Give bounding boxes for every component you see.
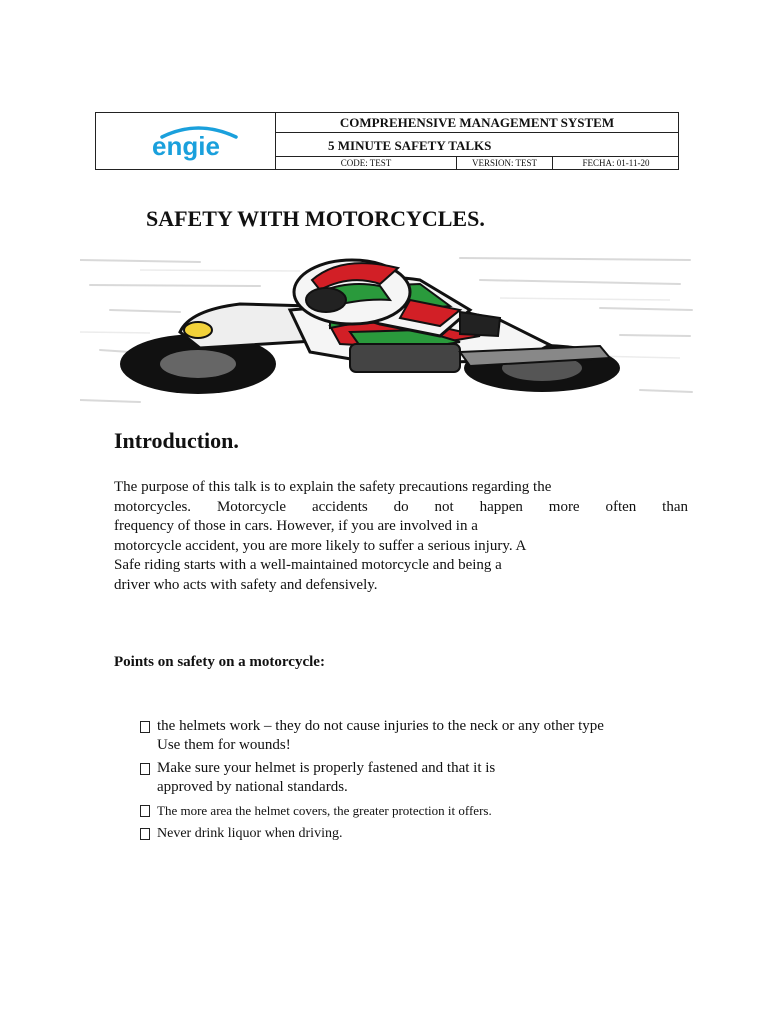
list-item-text: Never drink liquor when driving. (157, 826, 343, 841)
motorcycle-illustration (80, 240, 695, 422)
document-header-table (95, 112, 679, 170)
list-item-text: Use them for wounds! (157, 737, 291, 753)
paragraph-line: motorcycle accident, you are more likely to suffer a serious injury. A (114, 537, 527, 554)
list-item (140, 801, 700, 820)
engie-logo (152, 125, 236, 161)
paragraph-line: motorcycles. Motorcycle accidents do not happen more often than (114, 498, 688, 515)
checkbox-icon (140, 763, 150, 775)
paragraph-line: Safe riding starts with a well-maintained motorcycle and being a (114, 557, 502, 573)
paragraph-line: The purpose of this talk is to explain the safety precautions regarding the (114, 479, 552, 495)
code-cell: CODE: TEST (276, 157, 457, 170)
checkbox-icon (140, 805, 150, 817)
paragraph-line: frequency of those in cars. However, if you are involved in a (114, 518, 478, 534)
list-item (140, 717, 700, 755)
logo-cell (96, 113, 276, 169)
checkbox-icon (140, 828, 150, 840)
date-cell: FECHA: 01-11-20 (582, 158, 650, 168)
paragraph-line: driver who acts with safety and defensively. (114, 576, 378, 593)
version-cell: VERSION: TEST (457, 157, 553, 170)
list-item-text: the helmets work – they do not cause injuries to the neck or any other type (157, 718, 604, 734)
list-item-text: Make sure your helmet is properly fastened and that it is (157, 760, 496, 776)
list-item-text: The more area the helmet covers, the greater protection it offers. (157, 803, 492, 818)
document-meta-row (276, 157, 678, 170)
logo-text: engie (152, 131, 220, 161)
introduction-paragraph (114, 478, 688, 595)
introduction-heading: Introduction. (114, 428, 239, 453)
points-heading: Points on safety on a motorcycle: (114, 654, 325, 670)
list-item (140, 824, 700, 843)
system-title: COMPREHENSIVE MANAGEMENT SYSTEM (276, 113, 678, 133)
document-title: SAFETY WITH MOTORCYCLES. (146, 206, 485, 231)
safety-points-list (140, 717, 700, 847)
checkbox-icon (140, 721, 150, 733)
document-subtitle: 5 MINUTE SAFETY TALKS (276, 133, 678, 157)
list-item-text: approved by national standards. (157, 779, 348, 795)
list-item (140, 759, 700, 797)
